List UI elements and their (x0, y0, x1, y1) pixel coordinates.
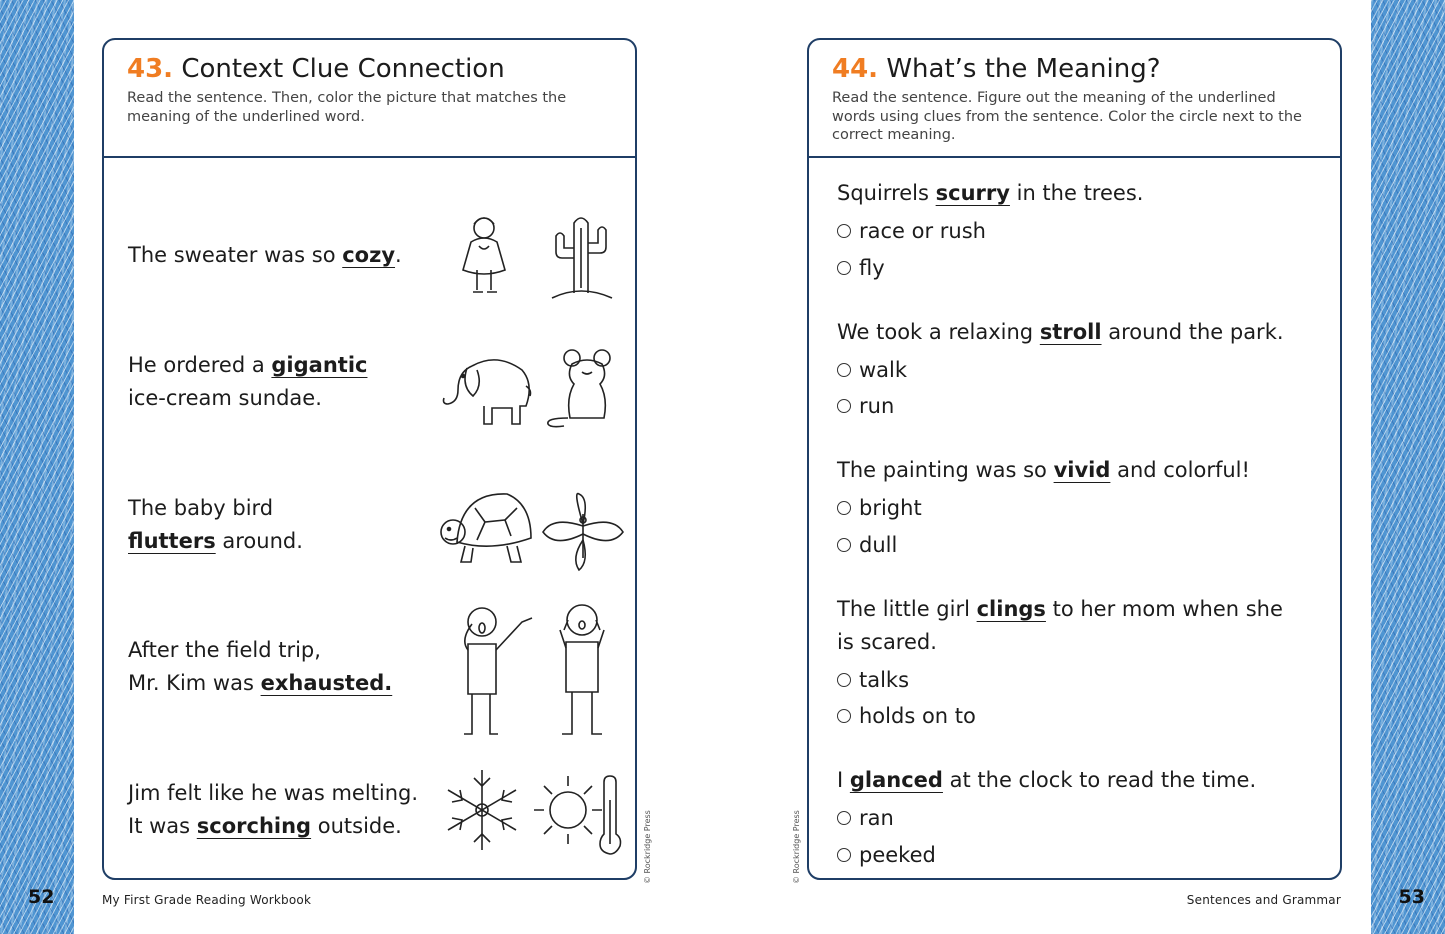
option-label: holds on to (859, 704, 976, 728)
answer-option[interactable] (837, 218, 986, 244)
answer-option[interactable] (837, 393, 894, 419)
radio-circle[interactable] (837, 848, 851, 862)
activity-43-panel (102, 38, 637, 880)
sentence-text: We took a relaxing (837, 320, 1040, 344)
radio-circle[interactable] (837, 224, 851, 238)
activity-43-header (104, 40, 635, 158)
answer-option[interactable] (837, 357, 907, 383)
option-label: run (859, 394, 895, 418)
sentence-item (128, 634, 392, 700)
copyright-left: © Rockridge Press (643, 810, 652, 884)
elephant-icon[interactable] (437, 346, 537, 430)
radio-circle[interactable] (837, 399, 851, 413)
crayon-border-right (1371, 0, 1445, 934)
option-label: dull (859, 533, 898, 557)
sentence-text: and colorful! (1110, 458, 1250, 482)
activity-44-panel (807, 38, 1342, 880)
radio-circle[interactable] (837, 811, 851, 825)
radio-circle[interactable] (837, 363, 851, 377)
copyright-right: © Rockridge Press (792, 810, 801, 884)
yawning-boy-icon[interactable] (442, 600, 542, 742)
underlined-word: stroll (1039, 320, 1102, 344)
butterfly-icon[interactable] (540, 490, 626, 576)
answer-option[interactable] (837, 532, 897, 558)
activity-43-title (127, 52, 613, 86)
question-sentence (837, 316, 1284, 349)
scared-boy-icon[interactable] (544, 598, 620, 742)
option-label: fly (859, 256, 885, 280)
option-label: walk (859, 358, 908, 382)
radio-circle[interactable] (837, 709, 851, 723)
underlined-word: gigantic (271, 353, 368, 377)
sentence-text: Squirrels (837, 181, 936, 205)
sentence-text: After the field trip, (128, 638, 321, 662)
answer-option[interactable] (837, 842, 936, 868)
sentence-text: outside. (311, 814, 402, 838)
answer-option[interactable] (837, 805, 894, 831)
book-title-footer: My First Grade Reading Workbook (102, 893, 312, 907)
mouse-icon[interactable] (542, 346, 626, 430)
sentence-text: It was (128, 814, 197, 838)
sentence-text: is scared. (837, 630, 937, 654)
activity-title-text: What’s the Meaning? (886, 54, 1161, 84)
sentence-item (128, 777, 418, 843)
question-sentence (837, 593, 1283, 659)
question-sentence (837, 454, 1250, 487)
sun-thermometer-icon[interactable] (530, 770, 626, 856)
radio-circle[interactable] (837, 501, 851, 515)
page-number-left: 52 (28, 886, 55, 908)
sentence-text: ice-cream sundae. (128, 386, 322, 410)
answer-option[interactable] (837, 667, 909, 693)
sentence-text: Mr. Kim was (128, 671, 261, 695)
question-sentence (837, 764, 1256, 797)
sentence-text: around. (215, 529, 303, 553)
option-label: bright (859, 496, 922, 520)
option-label: race or rush (859, 219, 986, 243)
answer-option[interactable] (837, 255, 885, 281)
activity-44-header (809, 40, 1340, 158)
snowflake-icon[interactable] (442, 766, 522, 854)
sentence-text: in the trees. (1009, 181, 1144, 205)
underlined-word: cozy (342, 243, 396, 267)
radio-circle[interactable] (837, 673, 851, 687)
underlined-word: scurry (935, 181, 1010, 205)
sentence-text: to her mom when she (1045, 597, 1283, 621)
activity-instructions: Read the sentence. Figure out the meaning of the underlined words using clues from the sentence. Color the circle next to the correct meaning. (832, 90, 1302, 143)
sentence-text: Jim felt like he was melting. (128, 781, 419, 805)
underlined-word: exhausted. (260, 671, 393, 695)
sentence-text: at the clock to read the time. (942, 768, 1257, 792)
sentence-text: around the park. (1101, 320, 1284, 344)
activity-44-title (832, 52, 1318, 86)
sentence-text: I (837, 768, 850, 792)
question-sentence (837, 177, 1143, 210)
sentence-text: The baby bird (128, 496, 274, 520)
page-number-right: 53 (1398, 886, 1425, 908)
girl-in-sweater-icon[interactable] (449, 212, 519, 302)
sentence-text: The little girl (837, 597, 977, 621)
underlined-word: flutters (128, 529, 216, 553)
turtle-icon[interactable] (437, 488, 533, 574)
radio-circle[interactable] (837, 261, 851, 275)
sentence-item (128, 239, 402, 272)
cactus-icon[interactable] (544, 208, 619, 306)
radio-circle[interactable] (837, 538, 851, 552)
option-label: ran (859, 806, 894, 830)
sentence-text: The sweater was so (128, 243, 343, 267)
underlined-word: glanced (849, 768, 943, 792)
option-label: talks (859, 668, 910, 692)
section-title-footer: Sentences and Grammar (1186, 893, 1341, 907)
sentence-item (128, 349, 367, 415)
activity-number: 43. (127, 54, 174, 84)
underlined-word: clings (976, 597, 1046, 621)
sentence-text: . (395, 243, 402, 267)
sentence-text: The painting was so (837, 458, 1054, 482)
activity-number: 44. (832, 54, 879, 84)
sentence-text: He ordered a (128, 353, 272, 377)
sentence-item (128, 492, 303, 558)
underlined-word: vivid (1053, 458, 1111, 482)
activity-title-text: Context Clue Connection (181, 54, 505, 84)
option-label: peeked (859, 843, 936, 867)
underlined-word: scorching (196, 814, 312, 838)
answer-option[interactable] (837, 495, 922, 521)
activity-instructions: Read the sentence. Then, color the picture that matches the meaning of the underlined word. (127, 90, 567, 125)
crayon-border-left (0, 0, 74, 934)
answer-option[interactable] (837, 703, 976, 729)
